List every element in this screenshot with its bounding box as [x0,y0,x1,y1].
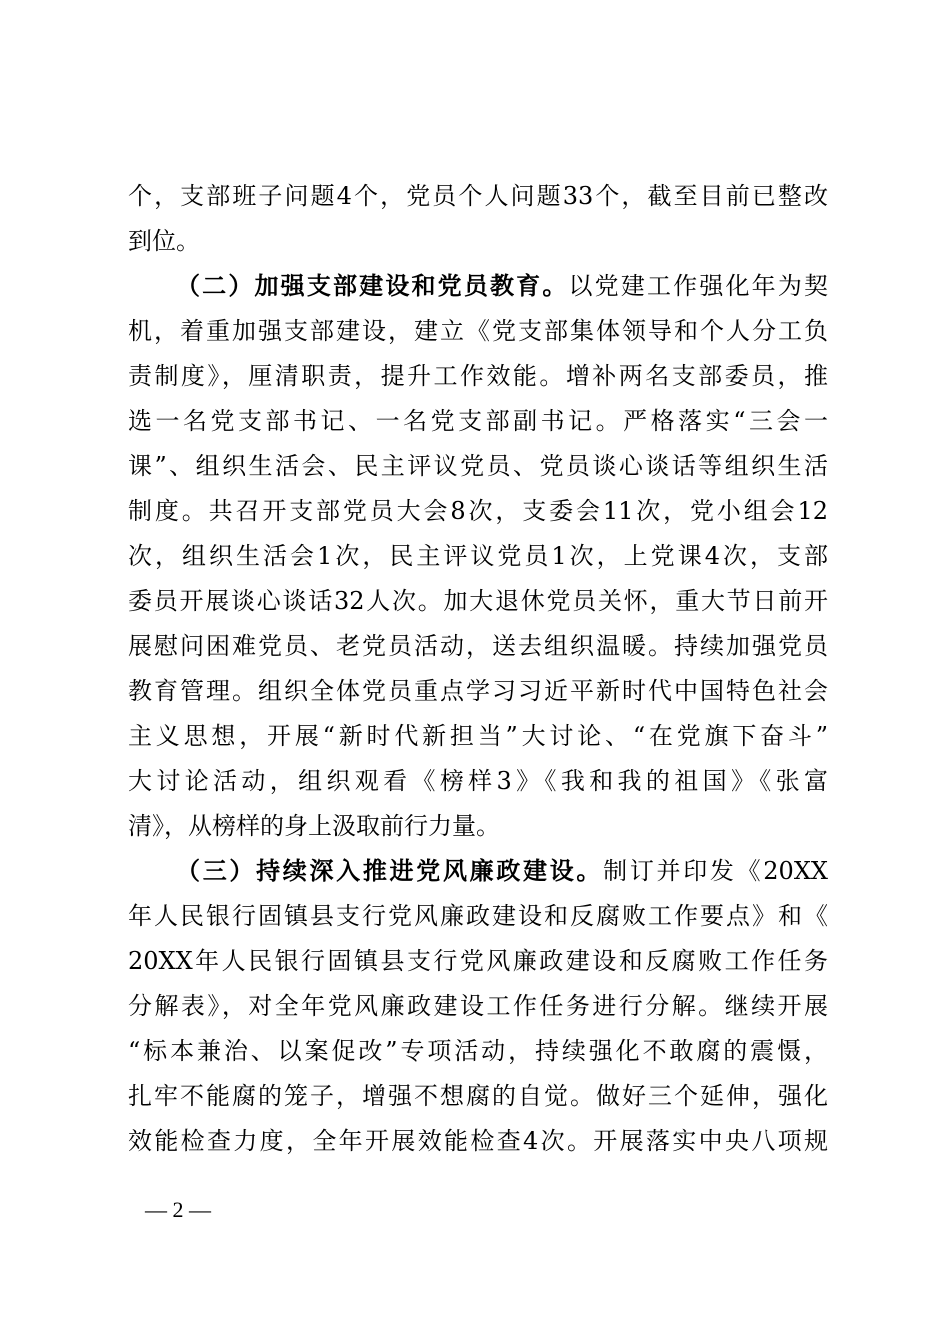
section-2-text: 以党建工作强化年为契 [568,272,828,300]
paragraph-line: 展慰问困难党员、老党员活动，送去组织温暖。持续加强党员 [128,632,828,660]
paragraph-line: 年人民银行固镇县支行党风廉政建设和反腐败工作要点》和《 [128,902,828,930]
paragraph-line: “标本兼治、以案促改”专项活动，持续强化不敢腐的震慑， [128,1037,828,1065]
paragraph-line: 扎牢不能腐的笼子，增强不想腐的自觉。做好三个延伸，强化 [128,1082,828,1110]
paragraph-line: 大讨论活动，组织观看《榜样3》《我和我的祖国》《张富 [128,767,828,795]
paragraph-line: 课”、组织生活会、民主评议党员、党员谈心谈话等组织生活 [128,452,828,480]
paragraph-line: 清》，从榜样的身上汲取前行力量。 [128,812,500,840]
paragraph-line: 到位。 [128,227,200,255]
paragraph-line: 选一名党支部书记、一名党支部副书记。严格落实“三会一 [128,407,828,435]
page-number: — 2 — [145,1197,211,1222]
section-3-text: 制订并印发《20XX [603,857,829,885]
paragraph-line: 机，着重加强支部建设，建立《党支部集体领导和个人分工负 [128,317,828,345]
paragraph-line: 20XX年人民银行固镇县支行党风廉政建设和反腐败工作任务 [128,947,828,975]
paragraph-line: 分解表》，对全年党风廉政建设工作任务进行分解。继续开展 [128,992,828,1020]
paragraph-line: 制度。共召开支部党员大会8次，支委会11次，党小组会12 [128,497,828,525]
section-3-heading: （三）持续深入推进党风廉政建设。 [176,856,604,885]
paragraph-line: 教育管理。组织全体党员重点学习习近平新时代中国特色社会 [128,677,828,705]
paragraph-line: 责制度》，厘清职责，提升工作效能。增补两名支部委员，推 [128,362,828,390]
section-2-first-line [176,271,828,301]
paragraph-line: 个，支部班子问题4个，党员个人问题33个，截至目前已整改 [128,182,828,210]
section-2-heading: （二）加强支部建设和党员教育。 [176,271,569,300]
paragraph-line: 次，组织生活会1次，民主评议党员1次，上党课4次，支部 [128,542,828,570]
paragraph-line: 主义思想，开展“新时代新担当”大讨论、“在党旗下奋斗” [128,722,828,750]
section-3-first-line [176,856,828,886]
paragraph-line: 委员开展谈心谈话32人次。加大退休党员关怀，重大节日前开 [128,587,828,615]
paragraph-line: 效能检查力度，全年开展效能检查4次。开展落实中央八项规 [128,1127,828,1155]
